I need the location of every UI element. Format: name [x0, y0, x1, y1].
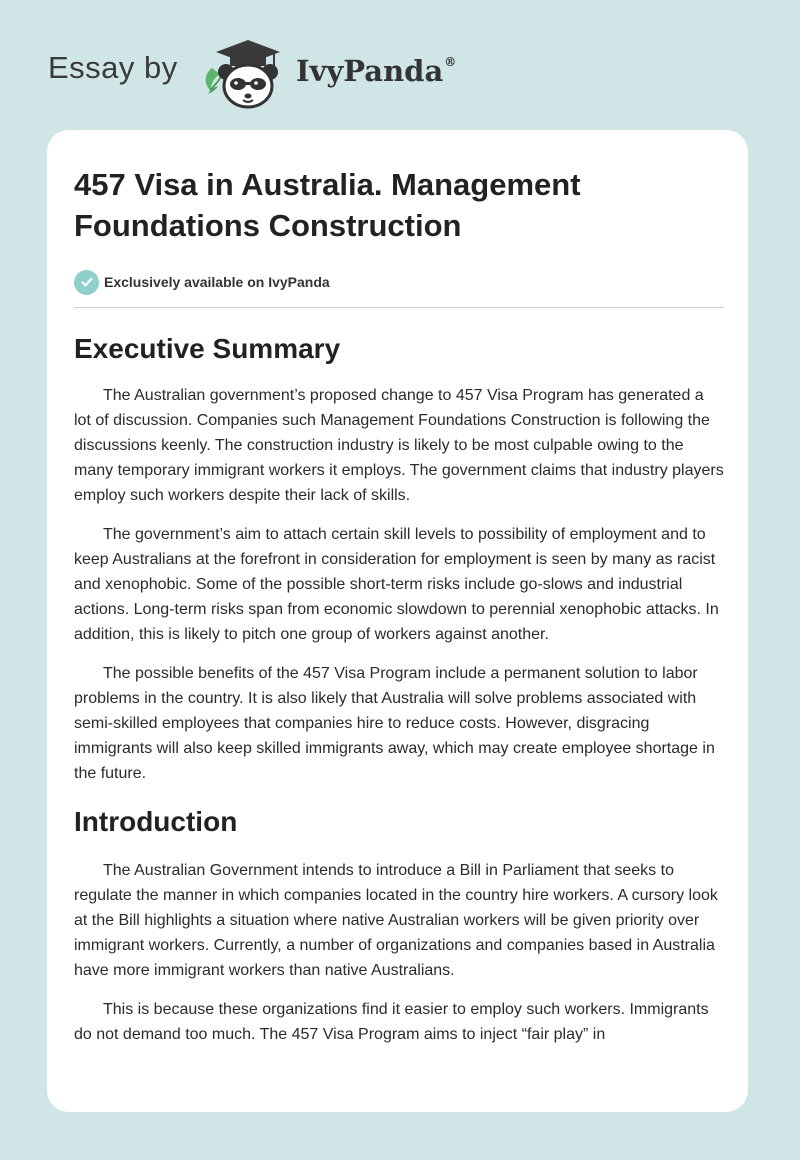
paragraph: The government’s aim to attach certain skill levels to possibility of employment and to keep Australians at the forefront in consideration for employment is seen by many as racist and xenophobic. Some of the possible short-term risks include go-slows and industrial actions. Long-term risks span from economic slowdown to perennial xenophobic attacks. In addition, this is likely to pitch one group of workers against another.	[74, 526, 719, 643]
brand-name: IvyPanda®	[296, 54, 457, 88]
section-heading-introduction: Introduction	[74, 806, 238, 837]
check-icon	[74, 270, 99, 295]
site-header	[0, 0, 800, 130]
paragraph: The possible benefits of the 457 Visa Program include a permanent solution to labor problems in the country. It is also likely that Australia will solve problems associated with semi-skilled employees that companies hire to reduce costs. However, disgracing immigrants will also keep skilled immigrants away, which may create employee shortage in the future.	[74, 665, 715, 782]
article-body	[74, 164, 724, 1061]
exclusive-badge	[74, 268, 724, 296]
paragraph: The Australian government’s proposed change to 457 Visa Program has generated a lot of discussion. Companies such Management Foundations Construction is following the discussions keenly. The construction industry is likely to be most culpable owing to the many temporary immigrant workers it employs. The government claims that industry players employ such workers despite their lack of skills.	[74, 387, 724, 504]
section-heading-executive-summary: Executive Summary	[74, 333, 341, 364]
article-card	[47, 130, 748, 1112]
paragraph: This is because these organizations find it easier to employ such workers. Immigrants do not demand too much. The 457 Visa Program aims to inject “fair play” in	[74, 1001, 709, 1043]
article-title: 457 Visa in Australia. Management Foundations Construction	[74, 167, 581, 243]
exclusive-label: Exclusively available on IvyPanda	[104, 274, 330, 290]
essay-by-label: Essay by	[48, 50, 178, 85]
paragraph: The Australian Government intends to introduce a Bill in Parliament that seeks to regulate the manner in which companies located in the country hire workers. A cursory look at the Bill highlights a situation where native Australian workers will be given priority over immigrant workers. Currently, a number of organizations and companies based in Australia have more immigrant workers than native Australians.	[74, 862, 718, 979]
divider	[74, 307, 724, 308]
panda-logo-icon	[200, 34, 292, 110]
